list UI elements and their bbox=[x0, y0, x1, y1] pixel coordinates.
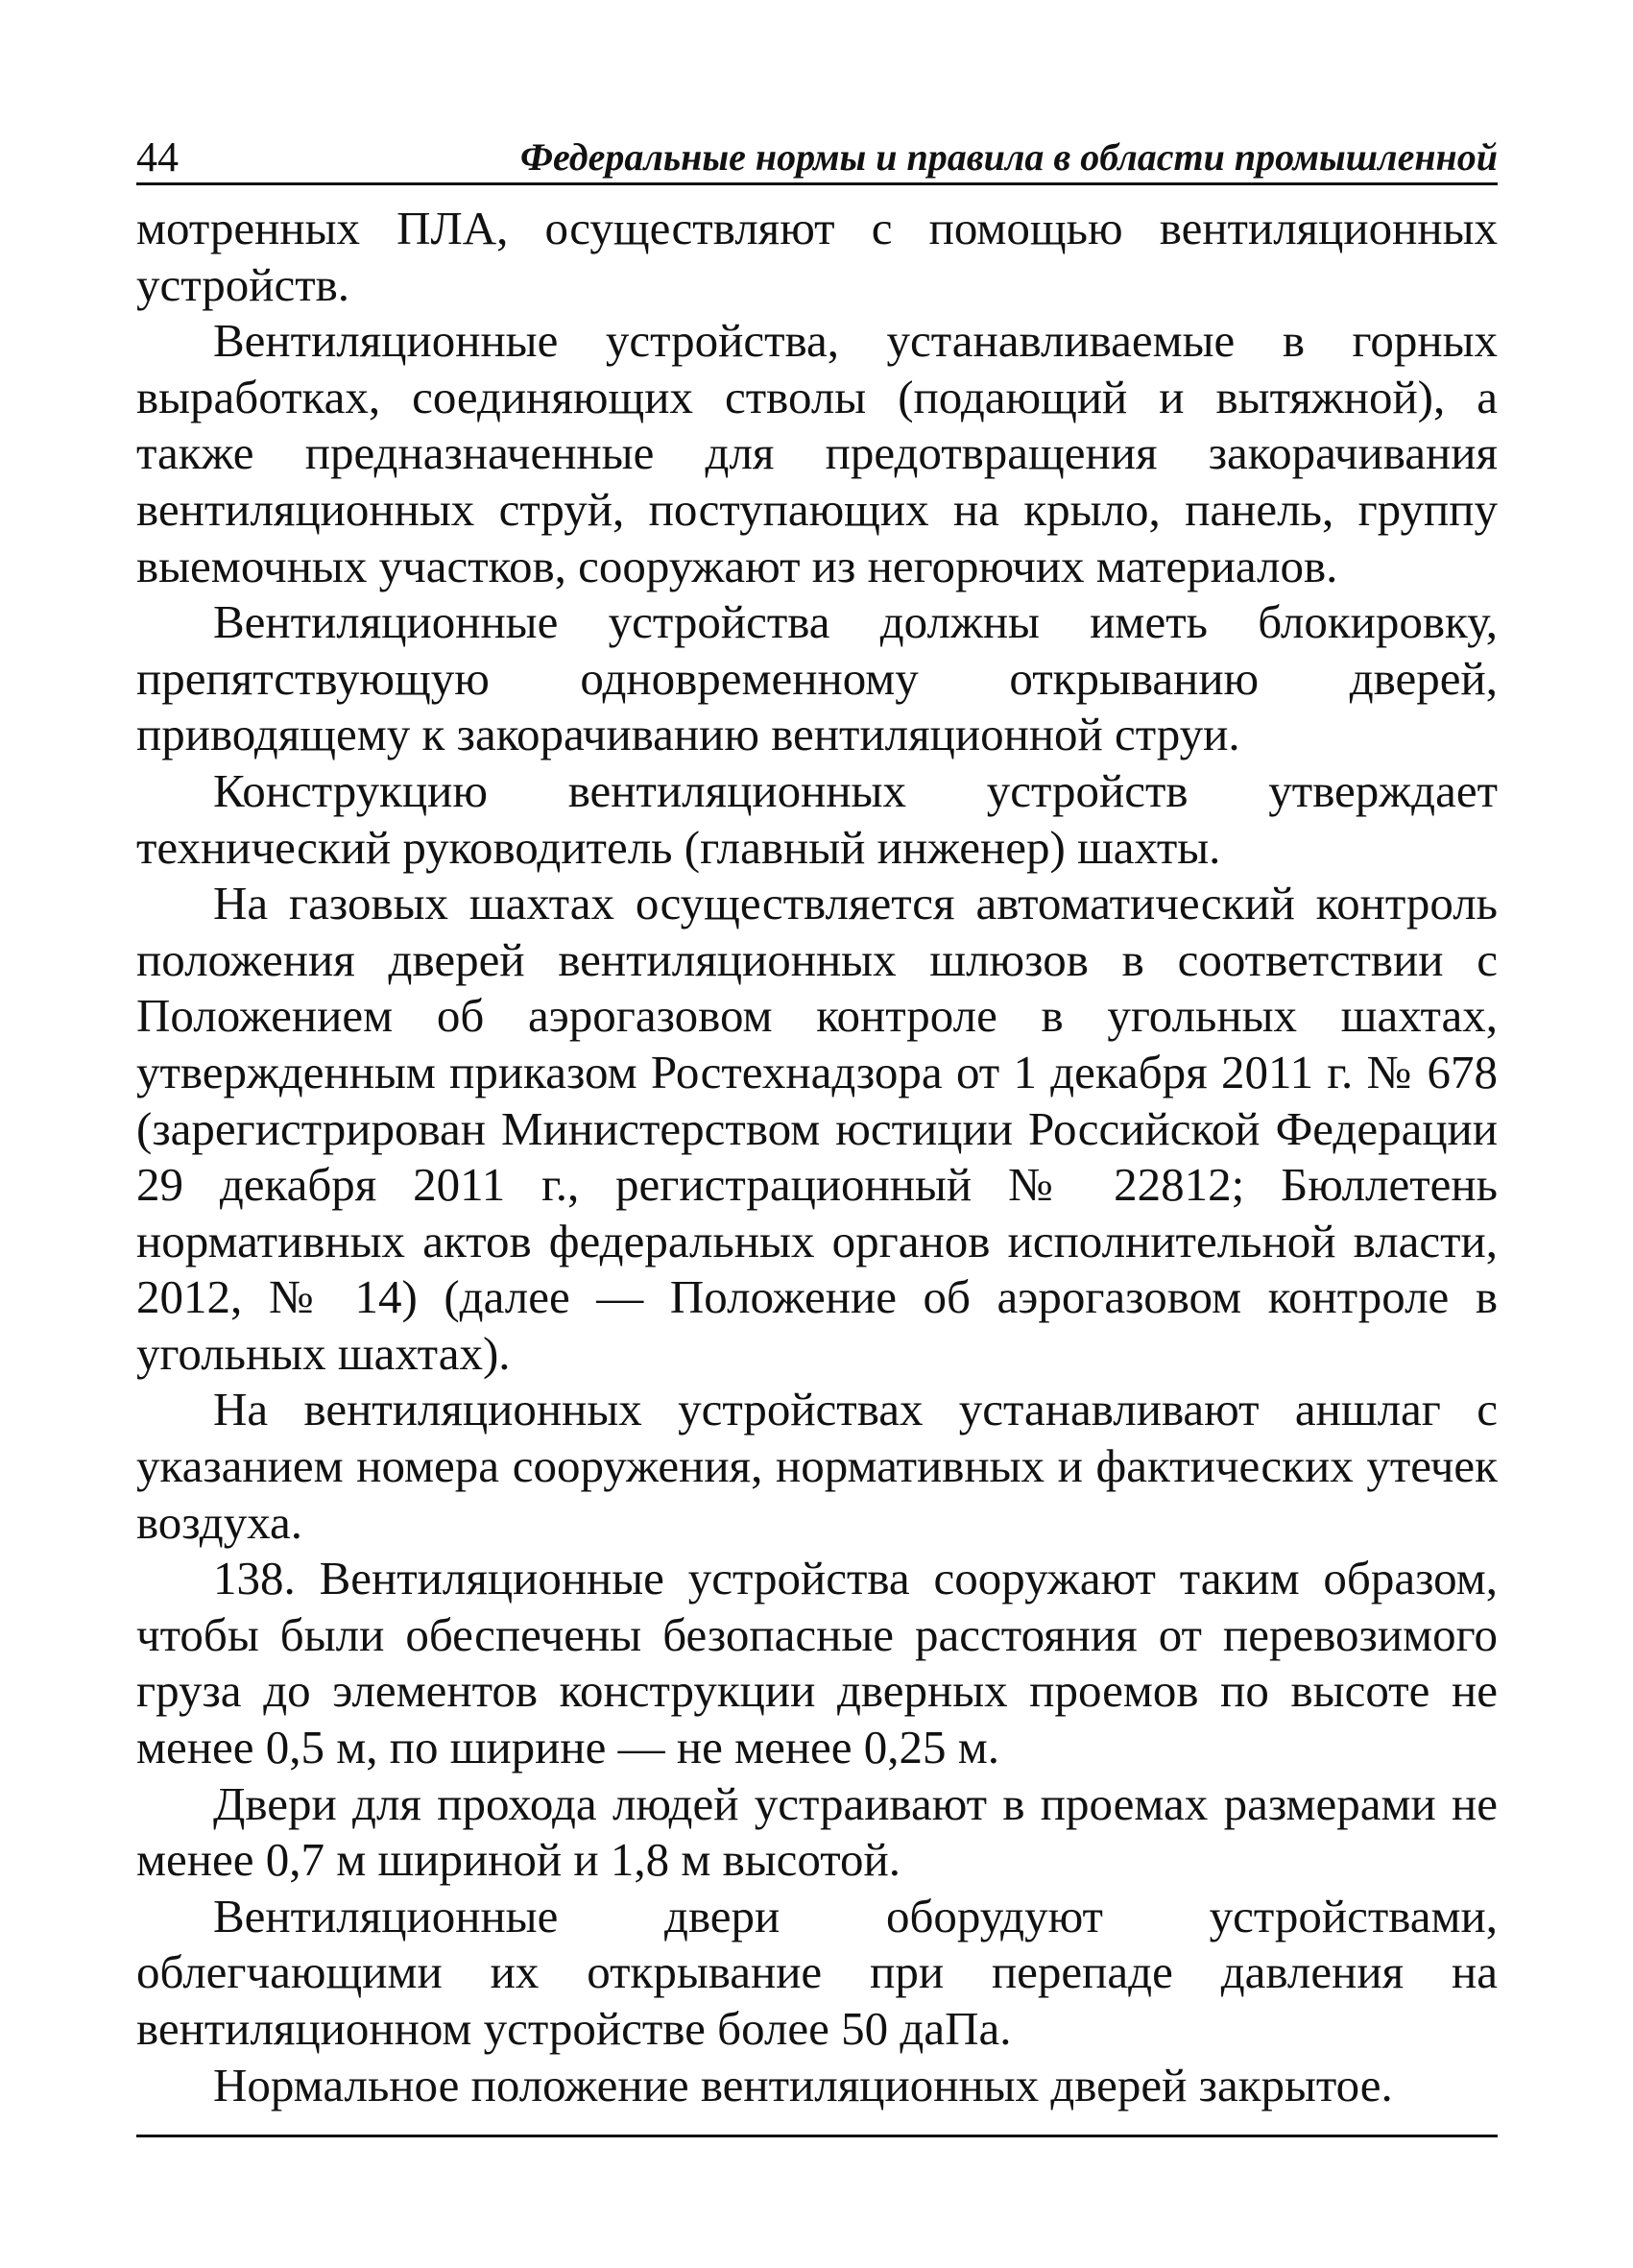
paragraph: Вентиляционные двери оборудуют устройствами, облегчающими их открывание при перепаде давления на вентиляционном устройстве более 50 даПа. bbox=[136, 1889, 1498, 2055]
paragraph-continuation: мотренных ПЛА, осуществляют с помощью вентиляционных устройств. bbox=[136, 202, 1498, 311]
paragraph: Двери для прохода людей устраивают в проемах размерами не менее 0,7 м шириной и 1,8 м высотой. bbox=[136, 1776, 1498, 1887]
page-number: 44 bbox=[136, 133, 179, 181]
book-page bbox=[136, 123, 1498, 2137]
paragraph: Конструкцию вентиляционных устройств утверждает технический руководитель (главный инженер) шахты. bbox=[136, 763, 1498, 874]
paragraph: На газовых шахтах осуществляется автоматический контроль положения дверей вентиляционных шлюзов в соответствии с Положением об аэрогазовом контроле в угольных шахтах, утвержденным приказом Ростехнадзора от 1 декабря 2011 г. № 678 (зарегистрирован Министерством юстиции Российской Федерации 29 декабря 2011 г., регистрационный № 22812; Бюллетень нормативных актов федеральных органов исполнительной власти, 2012, № 14) (далее — Положение об аэрогазовом контроле в угольных шахтах). bbox=[136, 877, 1498, 1380]
bottom-rule bbox=[136, 2135, 1498, 2137]
paragraph: Вентиляционные устройства должны иметь блокировку, препятствующую одновременному открыванию дверей, приводящему к закорачиванию вентиляционной струи. bbox=[136, 595, 1498, 761]
body-text bbox=[136, 201, 1498, 2113]
running-header bbox=[136, 123, 1498, 185]
paragraph-item-138: 138. Вентиляционные устройства сооружают таким образом, чтобы были обеспечены безопасные расстояния от перевозимого груза до элементов конструкции дверных проемов по высоте не менее 0,5 м, по ширине — не менее 0,25 м. bbox=[136, 1552, 1498, 1774]
running-title: Федеральные нормы и правила в области промышленной bbox=[519, 135, 1498, 179]
paragraph: Вентиляционные устройства, устанавливаемые в горных выработках, соединяющих стволы (подающий и вытяжной), а также предназначенные для предотвращения закорачивания вентиляционных струй, поступающих на крыло, панель, группу выемочных участков, сооружают из негорючих материалов. bbox=[136, 314, 1498, 592]
paragraph: Нормальное положение вентиляционных дверей закрытое. bbox=[213, 2058, 1393, 2111]
paragraph: На вентиляционных устройствах устанавливают аншлаг с указанием номера сооружения, нормативных и фактических утечек воздуха. bbox=[136, 1383, 1498, 1549]
